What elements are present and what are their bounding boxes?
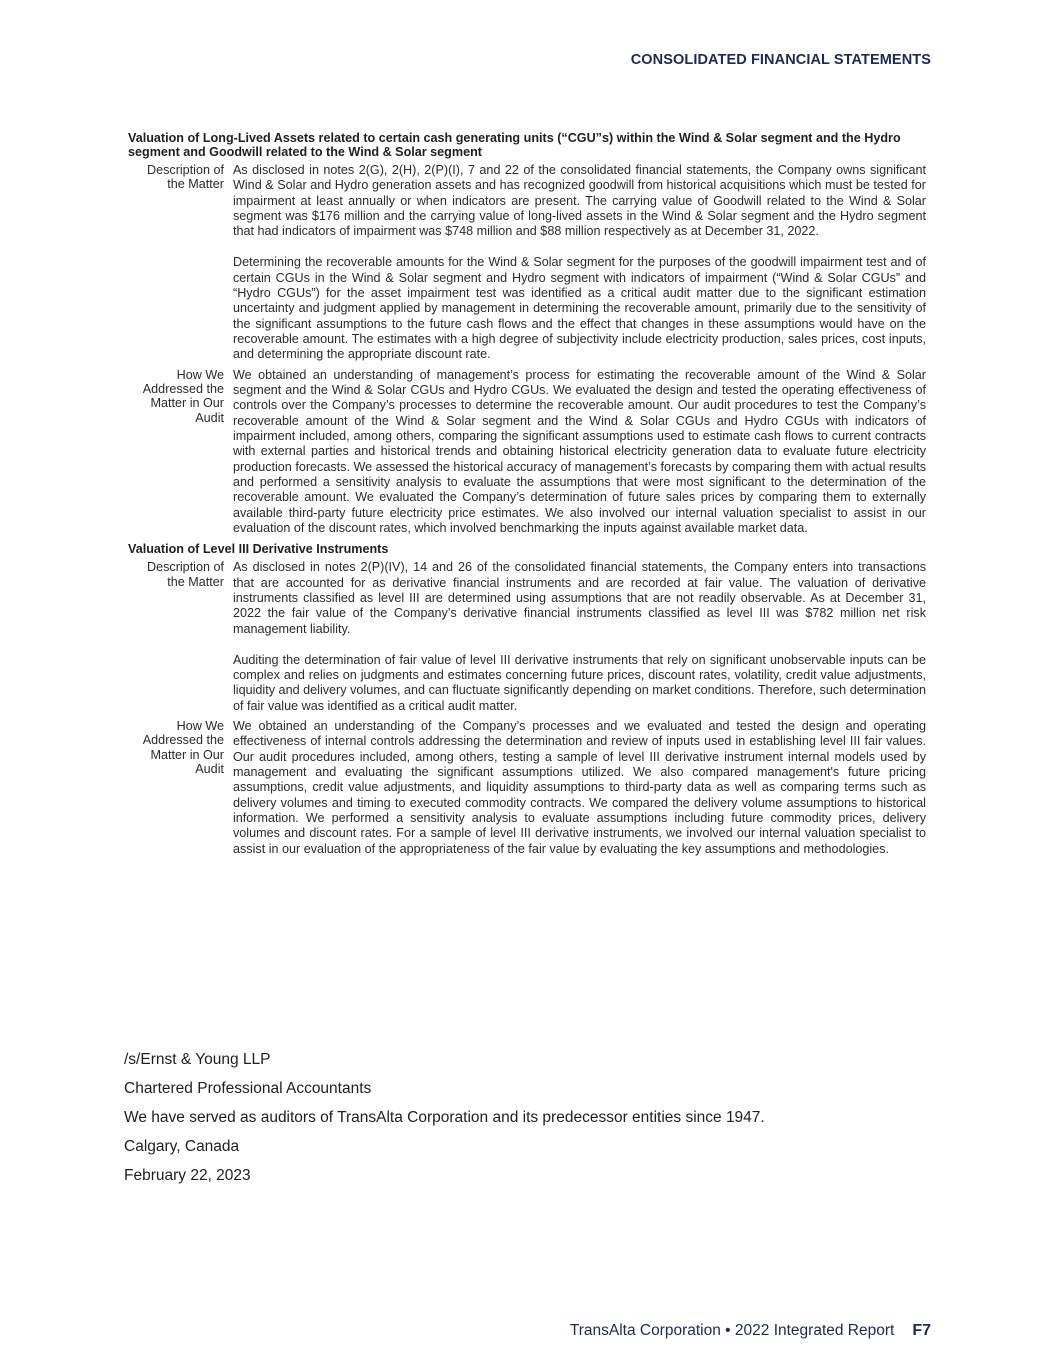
auditor-signature: /s/Ernst & Young LLP [124,1051,271,1068]
footer-report-name: TransAlta Corporation • 2022 Integrated Report [569,1322,895,1339]
section-title: Valuation of Level III Derivative Instruments [128,542,389,557]
paragraph: Determining the recoverable amounts for the Wind & Solar segment for the purposes of the goodwill impairment test and of certain CGUs in the Wind & Solar segment and Hydro segment with indicators of impairment (“Wind & Solar CGUs” and “Hydro CGUs”) for the asset impairment test was identified as a critical audit matter due to the significant estimation uncertainty and judgment applied by management in determining the recoverable amount, primarily due to the sensitivity of the significant assumptions to the future cash flows and the effect that changes in these assumptions would have on the recoverable amount. The estimates with a high degree of subjectivity include electricity production, sales prices, cost inputs, and determining the appropriate discount rate. [233,255,926,362]
auditor-tenure: We have served as auditors of TransAlta Corporation and its predecessor entities since 1947. [124,1109,765,1126]
description-row [128,163,926,363]
section-title: Valuation of Long-Lived Assets related to certain cash generating units (“CGU”s) within the Wind & Solar segment and the Hydro segment and Goodwill related to the Wind & Solar segment [128,131,901,159]
section-level-iii-derivatives [128,542,926,857]
paragraph: We obtained an understanding of management’s process for estimating the recoverable amount of the Wind & Solar segment and the Wind & Solar CGUs and Hydro CGUs. We evaluated the design and tested the operating effectiveness of controls over the Company’s processes to determine the recoverable amount. Our audit procedures to test the Company’s recoverable amount of the Wind & Solar segment and the Wind & Solar CGUs and Hydro CGUs with indicators of impairment included, among others, comparing the significant assumptions used to estimate cash flows to current contracts with external parties and historical trends and obtaining historical electricity generation data to evaluate future electricity production forecasts. We assessed the historical accuracy of management’s forecasts by comparing them with actual results and performed a sensitivity analysis to evaluate the assumptions that were most significant to the determination of the recoverable amount. We evaluated the Company’s determination of future sales prices by comparing them to externally available third-party future electricity price estimates. We also involved our internal valuation specialist to assist in our evaluation of the discount rates, which involved benchmarking the inputs against available market data. [233,367,926,536]
signoff-location: Calgary, Canada [124,1138,240,1155]
audit-response-row [128,719,926,857]
critical-audit-matters [128,131,926,862]
audit-response-row [128,368,926,537]
row-label: Description of the Matter [147,560,224,589]
row-label: How We Addressed the Matter in Our Audit [142,367,224,425]
paragraph: As disclosed in notes 2(G), 2(H), 2(P)(I), 7 and 22 of the consolidated financial statements, the Company owns significant Wind & Solar and Hydro generation assets and has recognized goodwill from historical acquisitions which must be tested for impairment at least annually or when indicators are present. The carrying value of Goodwill related to the Wind & Solar segment was $176 million and the carrying value of long-lived assets in the Wind & Solar segment and the Hydro segment that had indicators of impairment was $748 million and $88 million respectively as at December 31, 2022. [233,163,926,239]
paragraph: We obtained an understanding of the Company’s processes and we evaluated and tested the design and operating effectiveness of internal controls addressing the determination and review of inputs used in establishing level III fair values. Our audit procedures included, among others, testing a sample of level III derivative instrument internal models used by management and evaluating the significant assumptions utilized. We also compared management's future pricing assumptions, credit value adjustments, and liquidity assumptions to third-party data as well as comparing terms such as delivery volumes and timing to executed commodity contracts. We compared the delivery volume assumptions to historical information. We performed a sensitivity analysis to evaluate assumptions including future commodity prices, delivery volumes and discount rates. For a sample of level III derivative instruments, we involved our internal valuation specialist to assist in our evaluation of the appropriateness of the fair value by evaluating the key assumptions and methodologies. [233,719,926,856]
page-number: F7 [912,1322,931,1339]
signoff-date: February 22, 2023 [124,1167,251,1184]
row-label: How We Addressed the Matter in Our Audit [142,719,224,777]
row-body [233,163,926,363]
row-body [233,560,926,714]
auditor-designation: Chartered Professional Accountants [124,1080,372,1097]
page-header-title: CONSOLIDATED FINANCIAL STATEMENTS [630,52,931,68]
paragraph: Auditing the determination of fair value of level III derivative instruments that rely on significant unobservable inputs can be complex and relies on judgments and estimates concerning future prices, discount rates, volatility, credit value adjustments, liquidity and delivery volumes, and can fluctuate significantly depending on market conditions. Therefore, such determination of fair value was identified as a critical audit matter. [233,652,926,713]
row-body [233,368,926,537]
description-row [128,560,926,714]
section-long-lived-assets [128,131,926,536]
page-footer [570,1322,931,1340]
auditor-signoff [124,1050,765,1195]
row-body [233,719,926,857]
paragraph: As disclosed in notes 2(P)(IV), 14 and 26 of the consolidated financial statements, the Company enters into transactions that are accounted for as derivative financial instruments and are recorded at fair value. The valuation of derivative instruments classified as level III are determined using assumptions that are not readily observable. As at December 31, 2022 the fair value of the Company’s derivative financial instruments classified as level III was $782 million net risk management liability. [233,560,926,636]
row-label: Description of the Matter [147,163,224,192]
